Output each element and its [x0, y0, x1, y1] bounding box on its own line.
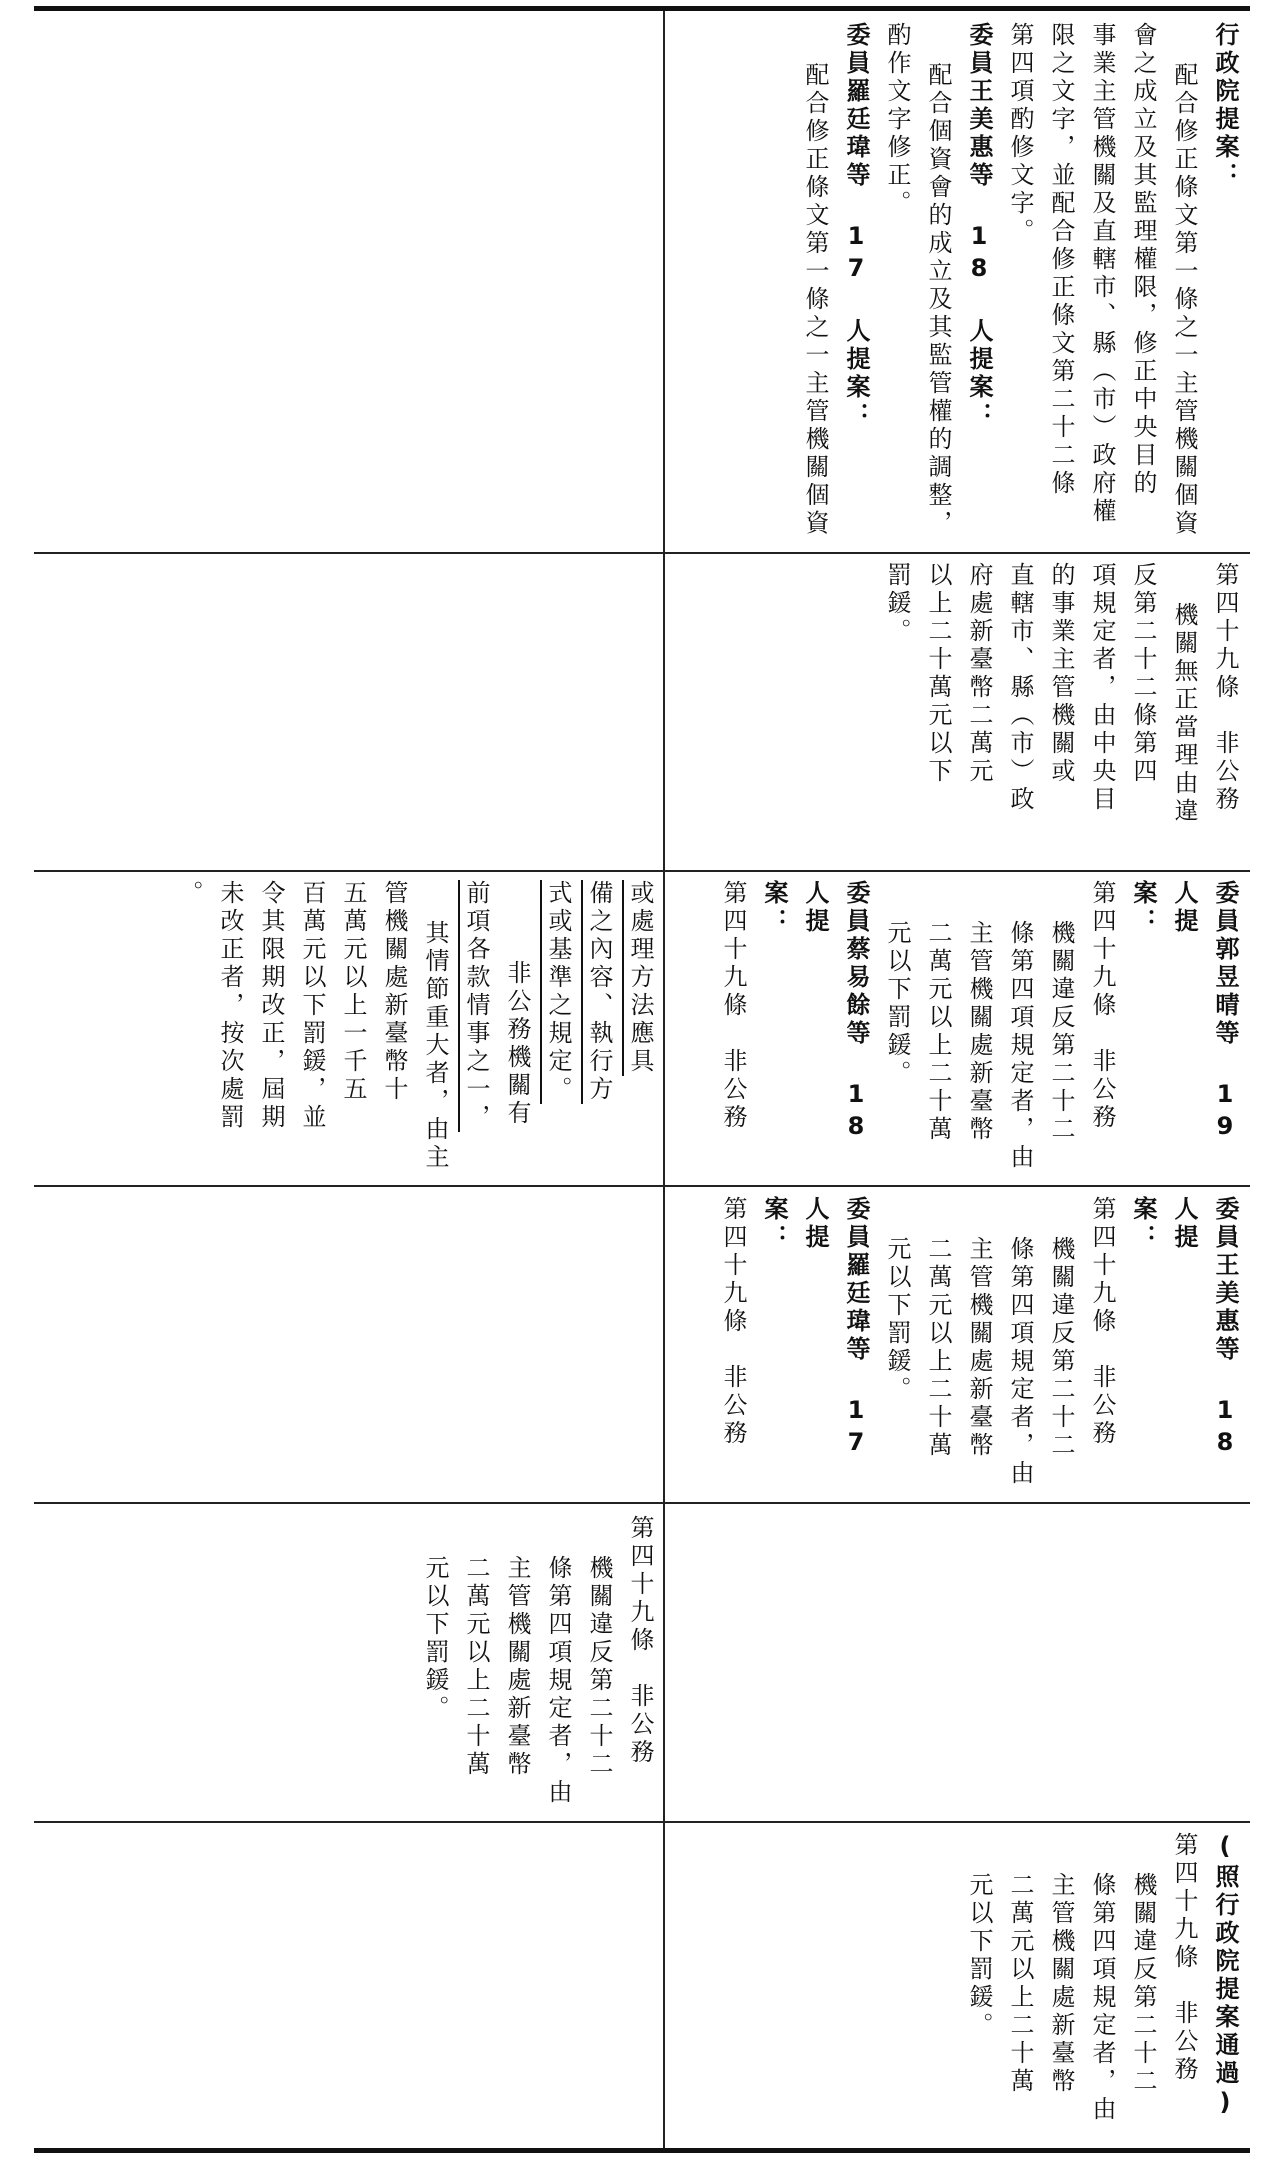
- column-divider: [663, 11, 665, 2148]
- row-divider: [34, 1502, 1250, 1504]
- proposal-label: 案：: [760, 880, 788, 936]
- text-line: 項規定者，由中央目: [1088, 562, 1116, 814]
- proposal-label: 委員羅廷瑋等 17 人提案：: [842, 22, 870, 430]
- row-divider: [34, 870, 1250, 872]
- text-line: 二萬元以上二十萬: [924, 920, 952, 1144]
- row-divider: [34, 1821, 1250, 1823]
- decision-label: (照行政院提案通過): [1211, 1832, 1239, 2120]
- top-rule: [34, 6, 1250, 11]
- text-line: 元以下罰鍰。: [421, 1555, 449, 1723]
- text-line: 反第二十二條第四: [1129, 562, 1157, 786]
- bottom-rule: [34, 2148, 1250, 2153]
- text-line: 配合修正條文第一條之一主管機關個資: [1170, 62, 1198, 538]
- text-line: 條第四項規定者，由: [1006, 920, 1034, 1172]
- proposal-label: 行政院提案：: [1211, 22, 1239, 190]
- text-line: 其情節重大者，由主: [421, 920, 449, 1172]
- text-line: 機關違反第二十二: [585, 1555, 613, 1779]
- right-cell-row1: [675, 22, 1245, 547]
- text-line: 前項各款情事之一，: [462, 880, 490, 1132]
- text-line: 第四十九條 非公務: [1170, 1832, 1198, 2084]
- proposal-label: 案：: [1129, 1196, 1157, 1252]
- text-line: 條第四項規定者，由: [544, 1555, 572, 1807]
- text-line: 第四十九條 非公務: [626, 1515, 654, 1767]
- text-line: 。: [175, 880, 203, 908]
- text-line: 管機關處新臺幣十: [380, 880, 408, 1104]
- text-line: 元以下罰鍰。: [883, 1236, 911, 1404]
- row-divider: [34, 1185, 1250, 1187]
- proposal-label: 委員郭昱晴等 19 人提: [1170, 880, 1239, 1144]
- text-line: 式或基準之規定。: [544, 880, 572, 1104]
- text-line: 或處理方法應具: [626, 880, 654, 1076]
- text-line: 五萬元以上一千五: [339, 880, 367, 1104]
- text-line: 主管機關處新臺幣: [503, 1555, 531, 1779]
- text-line: 府處新臺幣二萬元: [965, 562, 993, 786]
- proposal-label: 委員王美惠等 18 人提: [1170, 1196, 1239, 1460]
- text-line: 直轄市、縣（市）政: [1006, 562, 1034, 814]
- text-line: 第四十九條 非公務: [1088, 880, 1116, 1132]
- text-line: 第四十九條 非公務: [719, 1196, 747, 1448]
- text-line: 非公務機關有: [503, 960, 531, 1128]
- text-line: 二萬元以上二十萬: [462, 1555, 490, 1779]
- text-line: 元以下罰鍰。: [883, 920, 911, 1088]
- text-line: 第四十九條 非公務: [719, 880, 747, 1132]
- left-cell-row5: [300, 1515, 660, 1815]
- text-line: 機關違反第二十二: [1129, 1872, 1157, 2096]
- right-cell-row3: [675, 880, 1245, 1180]
- text-line: 機關違反第二十二: [1047, 920, 1075, 1144]
- text-line: 配合個資會的成立及其監管權的調整，: [924, 62, 952, 538]
- left-cell-row3: [50, 880, 660, 1180]
- text-line: 第四十九條 非公務: [1211, 562, 1239, 814]
- text-line: 事業主管機關及直轄市、縣（市）政府權: [1088, 22, 1116, 526]
- row-divider: [34, 552, 1250, 554]
- right-cell-row6: [675, 1832, 1245, 2142]
- text-line: 罰鍰。: [883, 562, 911, 646]
- text-line: 酌作文字修正。: [883, 22, 911, 218]
- proposal-label: 委員蔡易餘等 18 人提: [801, 880, 870, 1144]
- proposal-label: 案：: [1129, 880, 1157, 936]
- text-line: 元以下罰鍰。: [965, 1872, 993, 2040]
- text-line: 未改正者，按次處罰: [216, 880, 244, 1132]
- text-line: 主管機關處新臺幣: [1047, 1872, 1075, 2096]
- text-line: 備之內容、執行方: [585, 880, 613, 1104]
- text-line: 百萬元以下罰鍰，並: [298, 880, 326, 1132]
- text-line: 第四十九條 非公務: [1088, 1196, 1116, 1448]
- right-cell-row4: [675, 1196, 1245, 1496]
- text-line: 的事業主管機關或: [1047, 562, 1075, 786]
- text-line: 配合修正條文第一條之一主管機關個資: [801, 62, 829, 538]
- text-line: 二萬元以上二十萬: [1006, 1872, 1034, 2096]
- proposal-label: 委員羅廷瑋等 17 人提: [801, 1196, 870, 1460]
- text-line: 機關違反第二十二: [1047, 1236, 1075, 1460]
- text-line: 令其限期改正，屆期: [257, 880, 285, 1132]
- proposal-label: 案：: [760, 1196, 788, 1252]
- text-line: 二萬元以上二十萬: [924, 1236, 952, 1460]
- text-line: 限之文字，並配合修正條文第二十二條: [1047, 22, 1075, 498]
- text-line: 第四項酌修文字。: [1006, 22, 1034, 246]
- text-line: 主管機關處新臺幣: [965, 920, 993, 1144]
- right-cell-row5: [675, 1515, 1245, 1815]
- text-line: 條第四項規定者，由: [1088, 1872, 1116, 2124]
- text-line: 機關無正當理由違: [1170, 602, 1198, 826]
- text-line: 會之成立及其監理權限，修正中央目的: [1129, 22, 1157, 498]
- text-line: 條第四項規定者，由: [1006, 1236, 1034, 1488]
- text-line: 主管機關處新臺幣: [965, 1236, 993, 1460]
- right-cell-row2: [675, 562, 1245, 862]
- text-line: 以上二十萬元以下: [924, 562, 952, 786]
- proposal-label: 委員王美惠等 18 人提案：: [965, 22, 993, 430]
